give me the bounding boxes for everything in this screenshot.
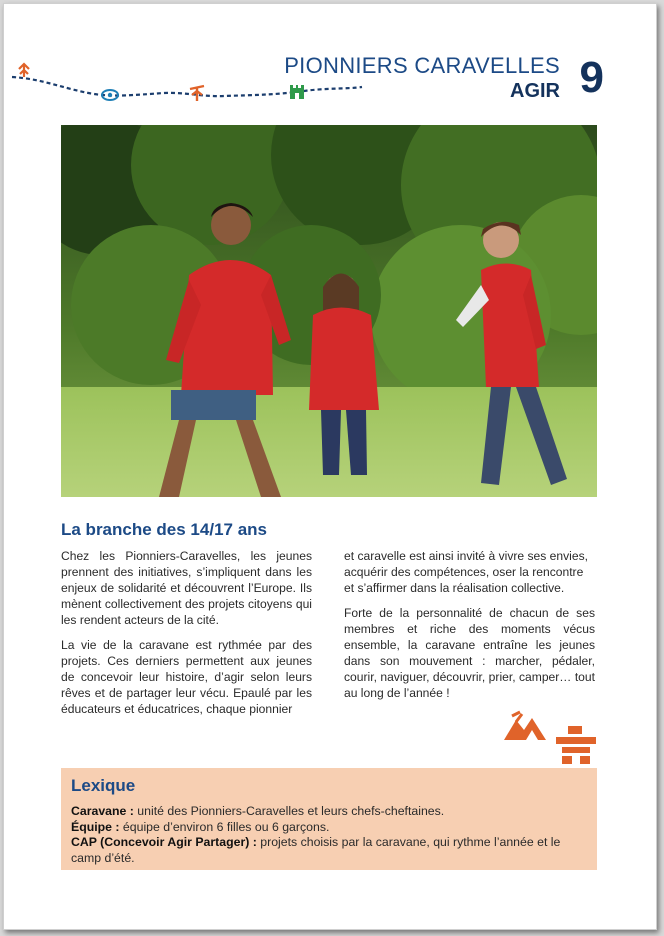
- text-column-left: [61, 548, 312, 726]
- page-number: 9: [579, 53, 604, 102]
- lexique-term: CAP (Concevoir Agir Partager) :: [71, 835, 257, 849]
- paragraph: Chez les Pionniers-Caravelles, les jeunes prennent des initiatives, s’impliquent dans les enjeux de solidarité et découvrent l’Europe. Ils mènent collectivement des projets citoyens qui les rendent acteurs de la cité.: [61, 549, 312, 627]
- paragraph: La vie de la caravane est rythmée par des projets. Ces derniers permettent aux jeunes de concevoir leur histoire, d’agir selon leurs rêves et de partager leur vécu. Epaulé par les éducateurs et éducatrices, chaque pionnier: [61, 638, 312, 716]
- lexique-definition: unité des Pionniers-Caravelles et leurs chefs-cheftaines.: [133, 804, 445, 818]
- lexique-term: Caravane :: [71, 804, 134, 818]
- tent-icon: [502, 710, 548, 744]
- lexique-entries: [71, 804, 571, 866]
- lexique-term: Équipe :: [71, 819, 120, 834]
- page: [3, 3, 657, 930]
- section-heading: La branche des 14/17 ans: [61, 520, 267, 539]
- castle-icon: [290, 85, 304, 99]
- arrow-up-icon: [19, 64, 29, 77]
- header-title: PIONNIERS CARAVELLES: [284, 53, 560, 78]
- lexique-entry: [71, 835, 571, 866]
- lexique-entry: [71, 820, 571, 836]
- lexique-box: [61, 768, 597, 870]
- header-subtitle: AGIR: [510, 80, 560, 102]
- scouts-photo: [61, 125, 597, 497]
- paragraph: et caravelle est ainsi invité à vivre ses envies, acquérir des compétences, oser la rencontre et s’affirmer dans la réalisation collective.: [344, 549, 589, 595]
- inukshuk-icon: [554, 726, 598, 764]
- lexique-heading: Lexique: [71, 776, 136, 795]
- figure-icon: [190, 86, 204, 101]
- lexique-entry: [71, 804, 571, 820]
- lexique-definition: projets choisis par la caravane, qui rythme l’année et le camp d’été.: [71, 835, 561, 865]
- paragraph: Forte de la personnalité de chacun de ses membres et riche des moments vécus ensemble, la caravane entraîne les jeunes dans son mouvement : marcher, pédaler, courir, naviguer, découvrir, prier, camper… tout au long de l’année !: [344, 606, 595, 700]
- lexique-definition: équipe d’environ 6 filles ou 6 garçons.: [119, 819, 330, 834]
- text-column-right: [344, 548, 595, 710]
